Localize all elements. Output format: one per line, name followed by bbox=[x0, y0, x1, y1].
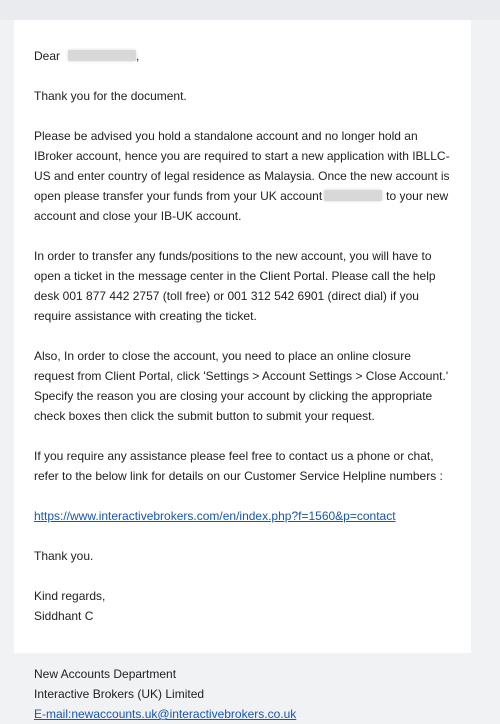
email-body bbox=[14, 20, 471, 721]
greeting-prefix: Dear bbox=[34, 49, 61, 63]
paragraph-close-account: Also, In order to close the account, you need to place an online closure request from Client Portal, click 'Settings > Account Settings > Close Account.' Specify the reason you are closing your account by clicking the appropriate check boxes then click the submit button to submit your request. bbox=[34, 349, 449, 423]
greeting-suffix: , bbox=[136, 49, 140, 63]
company-name: Interactive Brokers (UK) Limited bbox=[34, 687, 205, 701]
paragraph-thanks-document: Thank you for the document. bbox=[34, 89, 187, 103]
thank-you: Thank you. bbox=[34, 549, 94, 563]
signature-block bbox=[34, 644, 454, 724]
greeting bbox=[34, 46, 454, 66]
email-address-link[interactable]: E-mail:newaccounts.uk@interactivebrokers.co.uk bbox=[34, 707, 297, 721]
sender-name: Siddhant C bbox=[34, 609, 94, 623]
department-name: New Accounts Department bbox=[34, 667, 177, 681]
paragraph-assistance: If you require any assistance please feel free to contact us a phone or chat, refer to the below link for details on our Customer Service Helpline numbers : bbox=[34, 449, 443, 483]
helpline-link[interactable]: https://www.interactivebrokers.com/en/index.php?f=1560&p=contact bbox=[34, 509, 396, 523]
signoff bbox=[34, 586, 454, 626]
email-content bbox=[34, 46, 454, 724]
paragraph-standalone-part1: Please be advised you hold a standalone account and no longer hold an IBroker account, hence you are required to start a new application with IBLLC-US and enter country of legal residence as Malaysia. Once the new account is open please transfer your funds from your UK account bbox=[34, 129, 450, 203]
redacted-account-number bbox=[324, 190, 382, 201]
kind-regards: Kind regards, bbox=[34, 589, 106, 603]
paragraph-standalone-account bbox=[34, 126, 454, 226]
top-bar bbox=[0, 0, 500, 20]
paragraph-transfer-funds: In order to transfer any funds/positions to the new account, you will have to open a ticket in the message center in the Client Portal. Please call the help desk 001 877 442 2757 (toll free) or 001 312 542 6901 (direct dial) if you require assistance with creating the ticket. bbox=[34, 249, 436, 323]
redacted-name bbox=[68, 50, 136, 61]
paragraph-standalone-part2: to your new account and close your IB-UK account. bbox=[34, 189, 449, 223]
helpline-link-line bbox=[34, 506, 454, 526]
